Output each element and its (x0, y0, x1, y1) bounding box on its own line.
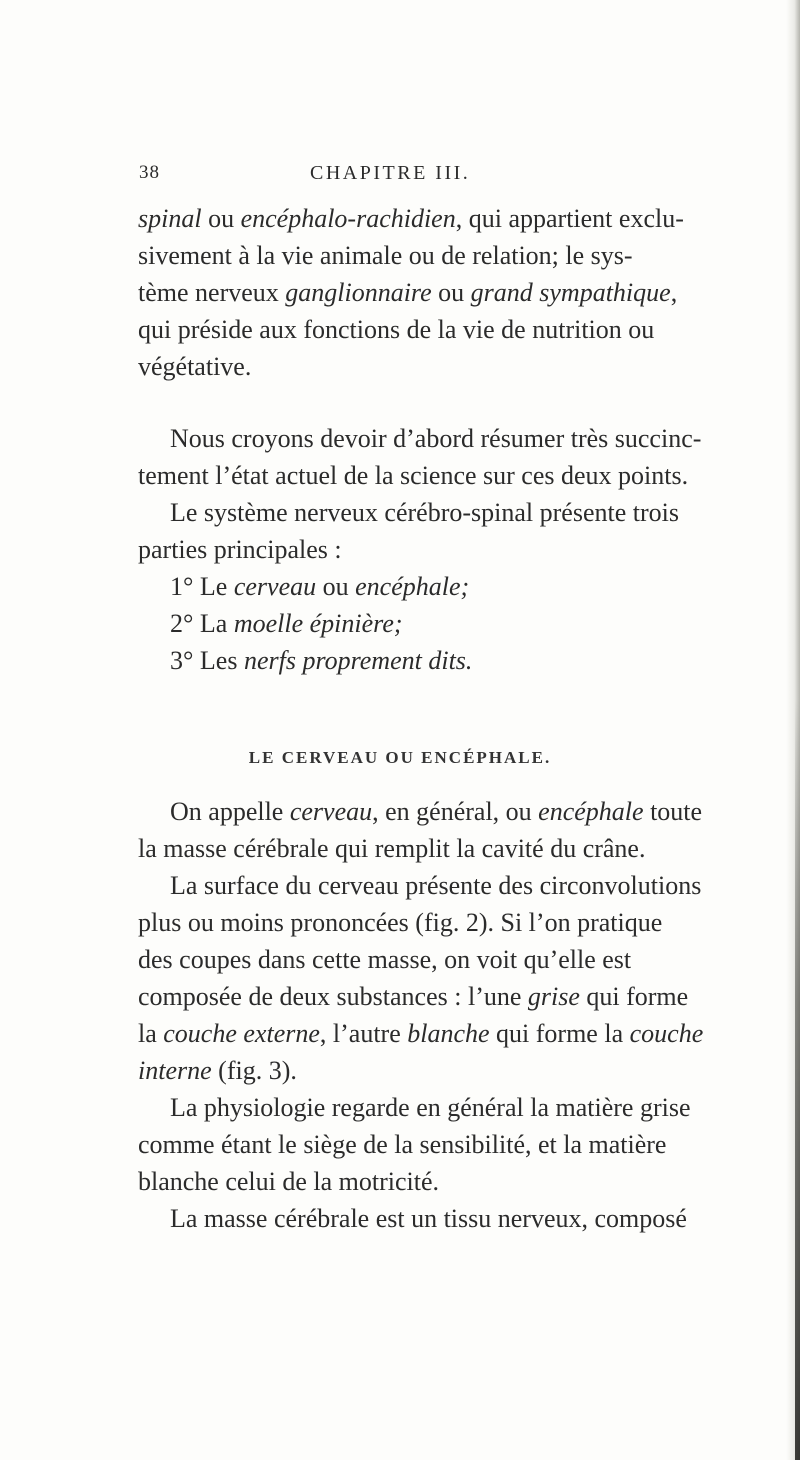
paragraph-continuation (138, 200, 738, 385)
italic-term: encéphale; (355, 572, 470, 601)
text-line (138, 274, 738, 311)
italic-term: ganglionnaire (285, 278, 432, 307)
italic-term: couche (629, 1019, 704, 1048)
text-span: La (199, 609, 234, 638)
italic-term: couche externe (163, 1019, 320, 1048)
text-span: On appelle (170, 797, 290, 826)
italic-term: moelle épinière; (233, 609, 403, 638)
text-line: plus ou moins prononcées (fig. 2). Si l’on pratique (138, 908, 663, 937)
text-line (138, 1052, 738, 1089)
italic-term: interne (138, 1056, 212, 1085)
text-line (138, 793, 738, 830)
list-number: 1° (170, 572, 200, 601)
text-span: Le (199, 572, 234, 601)
italic-term: grise (527, 982, 580, 1011)
italic-term: grand sympathique (470, 278, 671, 307)
text-line: Nous croyons devoir d’abord résumer très succinc- (170, 424, 702, 453)
text-line: sivement à la vie animale ou de relation; le sys- (138, 241, 633, 270)
paragraph-cerveau (138, 793, 738, 1237)
list-number: 3° (170, 646, 200, 675)
text-line: parties principales : (138, 535, 342, 564)
text-line: qui préside aux fonctions de la vie de nutrition ou (138, 315, 655, 344)
list-item (138, 568, 738, 605)
page-edge-dark (795, 700, 800, 1460)
italic-term: encéphalo-rachidien (240, 204, 456, 233)
text-span: tème nerveux (138, 278, 286, 307)
italic-term: nerfs proprement dits. (243, 646, 473, 675)
italic-term: cerveau (233, 572, 317, 601)
italic-term: blanche (407, 1019, 490, 1048)
text-span: ou (431, 278, 471, 307)
text-span: qui forme (579, 982, 689, 1011)
text-line: Le système nerveux cérébro-spinal présente trois (170, 498, 679, 527)
text-span: toute (643, 797, 703, 826)
paragraph-intro (138, 420, 738, 679)
text-span: ou (201, 204, 241, 233)
italic-term: cerveau (289, 797, 373, 826)
text-span: , (670, 278, 678, 307)
text-line: tement l’état actuel de la science sur ces deux points. (138, 461, 689, 490)
italic-term: encéphale (538, 797, 644, 826)
text-span: (fig. 3). (211, 1056, 297, 1085)
italic-term: spinal (138, 204, 202, 233)
text-span: , qui appartient exclu- (455, 204, 684, 233)
text-line: la masse cérébrale qui remplit la cavité du crâne. (138, 834, 646, 863)
text-line (138, 1015, 738, 1052)
text-line (138, 200, 738, 237)
text-span: qui forme la (489, 1019, 630, 1048)
text-span: la (138, 1019, 164, 1048)
text-line (138, 978, 738, 1015)
text-line: La masse cérébrale est un tissu nerveux, composé (170, 1204, 687, 1233)
section-heading: LE CERVEAU OU ENCÉPHALE. (248, 748, 552, 767)
list-item (138, 605, 738, 642)
text-span: Les (199, 646, 244, 675)
text-span: composée de deux substances : l’une (138, 982, 528, 1011)
page-header (0, 162, 800, 192)
text-line: La surface du cerveau présente des circonvolutions (170, 871, 702, 900)
text-span: , l’autre (319, 1019, 408, 1048)
text-span: , en général, ou (372, 797, 539, 826)
text-line: végétative. (138, 352, 252, 381)
list-number: 2° (170, 609, 200, 638)
text-line: des coupes dans cette masse, on voit qu’elle est (138, 945, 632, 974)
page-number: 38 (139, 162, 160, 183)
text-line: comme étant le siège de la sensibilité, et la matière (138, 1130, 667, 1159)
text-line: blanche celui de la motricité. (138, 1167, 440, 1196)
text-span: ou (316, 572, 356, 601)
list-item (138, 642, 738, 679)
running-head: CHAPITRE III. (310, 162, 471, 184)
text-line: La physiologie regarde en général la matière grise (170, 1093, 691, 1122)
